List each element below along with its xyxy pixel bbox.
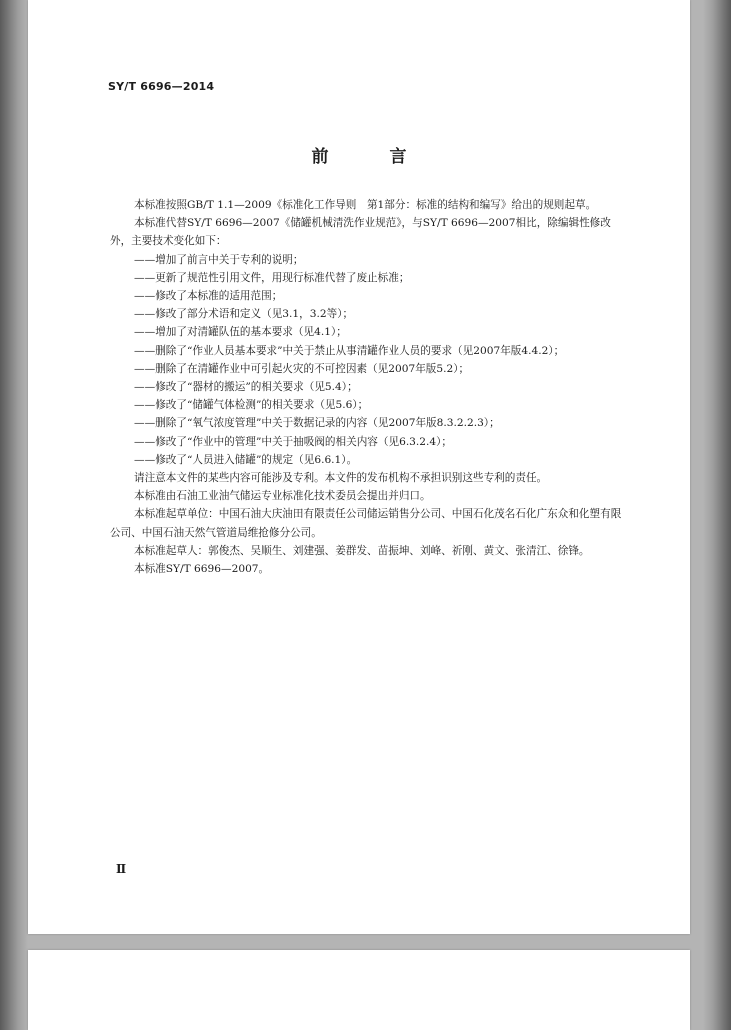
paragraph-drafting-units: 本标准起草单位：中国石油大庆油田有限责任公司储运销售分公司、中国石化茂名石化广东众和化塑有限公司、中国石油天然气管道局维抢修分公司。 [110, 508, 622, 539]
change-item: ——修改了“人员进入储罐”的规定（见6.6.1）。 [134, 453, 358, 466]
change-item: ——删除了在清罐作业中可引起火灾的不可控因素（见2007年版5.2）； [134, 362, 470, 375]
page-title: 前 言 [311, 147, 429, 167]
change-item: ——更新了规范性引用文件，用现行标准代替了废止标准； [134, 271, 410, 284]
change-item: ——增加了对清罐队伍的基本要求（见4.1）； [134, 326, 347, 339]
document-body [110, 196, 624, 578]
change-item: ——修改了本标准的适用范围； [134, 290, 283, 303]
change-item: ——修改了部分术语和定义（见3.1，3.2等）； [134, 308, 354, 321]
paragraph-drafters: 本标准起草人：郭俊杰、吴顺生、刘建强、姜群发、苗振坤、刘峰、祈刚、黄文、张清江、徐锋。 [134, 544, 590, 557]
change-item: ——增加了前言中关于专利的说明； [134, 253, 304, 266]
paragraph-drafting-rule: 本标准按照GB/T 1.1—2009《标准化工作导则 第1部分：标准的结构和编写》给出的规则起草。 [134, 199, 597, 211]
change-item: ——删除了“氧气浓度管理”中关于数据记录的内容（见2007年版8.3.2.2.3）； [134, 417, 500, 430]
next-page-partial [28, 950, 690, 1030]
paragraph-patent-notice: 请注意本文件的某些内容可能涉及专利。本文件的发布机构不承担识别这些专利的责任。 [134, 472, 548, 485]
page-number: Ⅱ [116, 862, 127, 876]
standard-code: SY/T 6696—2014 [108, 80, 215, 93]
paragraph-proposer: 本标准由石油工业油气储运专业标准化技术委员会提出并归口。 [134, 490, 431, 503]
paragraph-previous-edition: 本标准SY/T 6696—2007。 [134, 563, 270, 576]
document-page [28, 0, 690, 934]
paragraph-replacement: 本标准代替SY/T 6696—2007《储罐机械清洗作业规范》，与SY/T 6696—2007相比，除编辑性修改外，主要技术变化如下： [110, 217, 611, 248]
change-item: ——修改了“储罐气体检测”的相关要求（见5.6）； [134, 399, 369, 412]
change-item: ——修改了“器材的搬运”的相关要求（见5.4）； [134, 381, 358, 394]
change-item: ——删除了“作业人员基本要求”中关于禁止从事清罐作业人员的要求（见2007年版4.4.2）； [134, 344, 565, 357]
change-item: ——修改了“作业中的管理”中关于抽吸阀的相关内容（见6.3.2.4）； [134, 435, 453, 448]
